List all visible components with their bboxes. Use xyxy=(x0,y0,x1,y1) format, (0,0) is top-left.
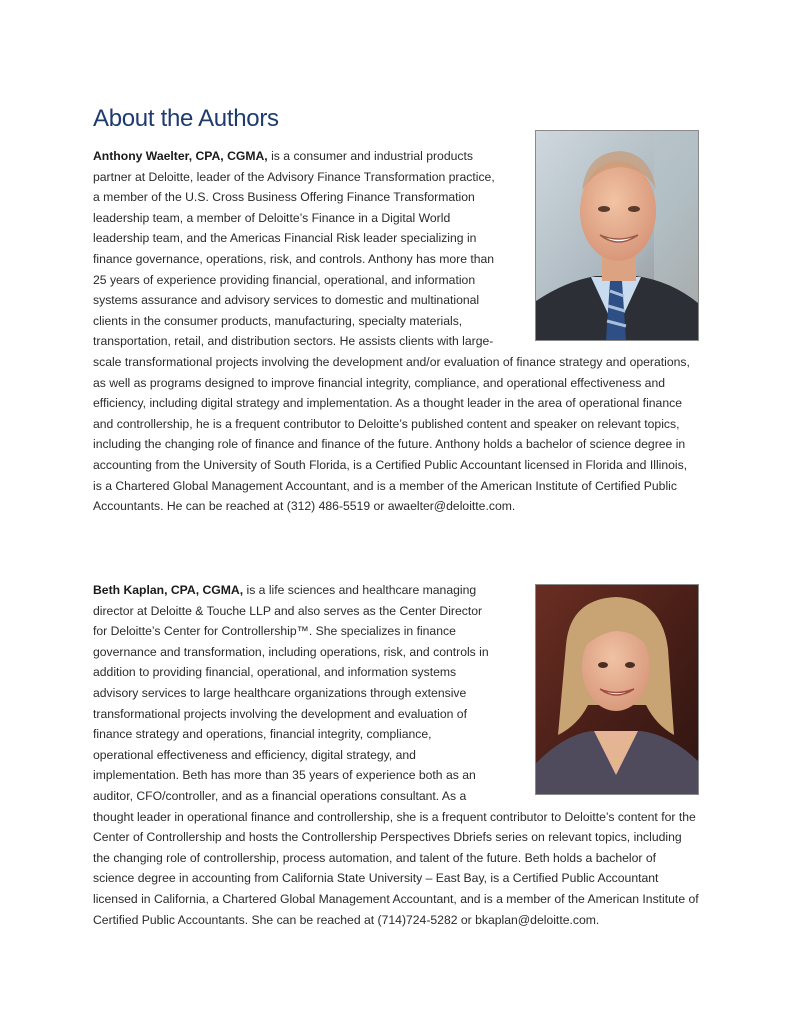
page-title: About the Authors xyxy=(93,105,279,132)
author-name: Anthony Waelter, CPA, CGMA, xyxy=(93,149,268,163)
author-bio-text: is a consumer and industrial products partner at Deloitte, leader of the Advisory Finance Transformation practice, a member of the U.S. Cross Business Offering Finance Transformation leadership team, a member of Deloitte’s Finance in a Digital World leadership team, and the Americas Financial Risk leader specializing in finance governance, operations, risk, and controls. Anthony has more than 25 years of experience providing financial, operational, and information systems assurance and advisory services to domestic and multinational clients in the consumer products, manufacturing, specialty materials, transportation, retail, and distribution sectors. He assists clients with large-scale transformational projects involving the development and/or evaluation of finance strategy and operations, as well as programs designed to improve financial integrity, compliance, and operational effectiveness and efficiency, including digital strategy and implementation. As a thought leader in the area of operational finance and controllership, he is a frequent contributor to Deloitte’s published content and speaker on relevant topics, including the changing role of finance and finance of the future. Anthony holds a bachelor of science degree in accounting from the University of South Florida, is a Certified Public Accountant licensed in Florida and Illinois, is a Chartered Global Management Accountant, and is a member of the American Institute of Certified Public Accountants. He can be reached at (312) 486-5519 or awaelter@deloitte.com. xyxy=(93,149,690,514)
author-bio-text: is a life sciences and healthcare managing director at Deloitte & Touche LLP and also serves as the Center Director for Deloitte’s Center for Controllership™. She specializes in finance governance and transformation, including operations, risk, and controls in addition to providing financial, operational, and information systems advisory services to large healthcare organizations through extensive transformational projects involving the development and evaluation of finance strategy and operations, financial integrity, compliance, operational effectiveness and efficiency, digital strategy, and implementation. Beth has more than 35 years of experience both as an auditor, CFO/controller, and as a financial operations consultant. As a thought leader in operational finance and controllership, she is a frequent contributor to Deloitte’s content for the Center of Controllership and hosts the Controllership Perspectives Dbriefs series on relevant topics, including the changing role of controllership, process automation, and talent of the future. Beth holds a bachelor of science degree in accounting from California State University – East Bay, is a Certified Public Accountant licensed in California, a Chartered Global Management Accountant, and is a member of the American Institute of Certified Public Accountants. She can be reached at (714)724-5282 or bkaplan@deloitte.com. xyxy=(93,583,699,927)
author-name: Beth Kaplan, CPA, CGMA, xyxy=(93,583,244,597)
author-bio-beth-kaplan xyxy=(93,580,699,930)
author-bio-anthony-waelter xyxy=(93,146,699,517)
portrait-photo-man xyxy=(535,130,699,341)
portrait-photo-woman xyxy=(535,584,699,795)
